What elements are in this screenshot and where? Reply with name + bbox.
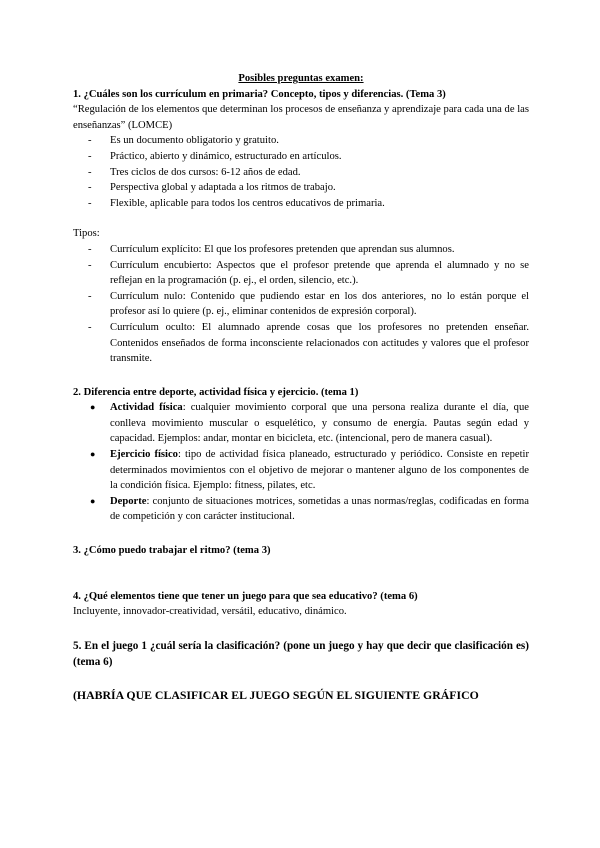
- dash-marker: -: [88, 259, 92, 271]
- question-1-types-list: [73, 242, 529, 367]
- dash-marker: -: [88, 290, 92, 302]
- list-item: ● Actividad física: cualquier movimiento corporal que una persona realiza durante el día, que conlleva movimiento muscular o esquelético, y consumo de energía. Pautas según edad y capacidad. Ejemplos: andar, montar en bicicleta, etc. (intencional, pero de manera casual).: [90, 402, 529, 445]
- question-1-definition: “Regulación de los elementos que determinan los procesos de enseñanza y aprendizaje para cada una de las enseñanzas” (LOMCE): [73, 104, 529, 131]
- question-1-heading: 1. ¿Cuáles son los currículum en primaria? Concepto, tipos y diferencias. (Tema 3): [73, 88, 446, 100]
- types-label: Tipos:: [73, 228, 100, 240]
- dash-marker: -: [88, 166, 92, 178]
- bullet-icon: ●: [90, 402, 96, 413]
- dash-marker: -: [88, 182, 92, 194]
- bullet-icon: ●: [90, 495, 96, 506]
- dash-marker: -: [88, 321, 92, 333]
- list-item: - Currículum explícito: El que los profesores pretenden que aprendan sus alumnos.: [73, 242, 529, 258]
- dash-marker: -: [88, 135, 92, 147]
- question-1-features-list: [73, 133, 529, 211]
- question-4-answer: Incluyente, innovador-creatividad, versátil, educativo, dinámico.: [73, 606, 347, 618]
- final-note: (HABRÍA QUE CLASIFICAR EL JUEGO SEGÚN EL SIGUIENTE GRÁFICO: [73, 687, 479, 702]
- question-3-heading: 3. ¿Cómo puedo trabajar el ritmo? (tema 3): [73, 545, 271, 557]
- list-item: - Currículum nulo: Contenido que pudiendo estar en los dos anteriores, no lo están porque el profesor así lo quiere (p. ej., eliminar contenidos de expresión corporal).: [88, 290, 529, 318]
- list-item: - Perspectiva global y adaptada a los ritmos de trabajo.: [73, 180, 529, 196]
- list-item: - Currículum oculto: El alumnado aprende cosas que los profesores no pretenden enseñar. Contenidos enseñados de forma inconsciente relacionados con actitudes y valores que el profesor transmite.: [88, 321, 529, 365]
- dash-marker: -: [88, 197, 92, 209]
- list-item: - Es un documento obligatorio y gratuito.: [73, 133, 529, 149]
- list-item: ● Ejercicio físico: tipo de actividad física planeado, estructurado y periódico. Consiste en repetir determinados movimientos con el objetivo de mejorar o mantener alguno de los componentes de la condición física. Ejemplo: fitness, pilates, etc.: [90, 449, 530, 492]
- list-item: ● Deporte: conjunto de situaciones motrices, sometidas a unas normas/reglas, codificadas en forma de competición y con carácter institucional.: [90, 495, 529, 523]
- list-item: - Práctico, abierto y dinámico, estructurado en artículos.: [73, 149, 529, 165]
- list-item: - Flexible, aplicable para todos los centros educativos de primaria.: [73, 196, 529, 212]
- question-5-heading: 5. En el juego 1 ¿cuál sería la clasificación? (pone un juego y hay que decir que clasificación es) (tema 6): [73, 639, 529, 668]
- dash-marker: -: [88, 150, 92, 162]
- question-2-list: [73, 400, 529, 525]
- document-page: [73, 71, 529, 703]
- page-title: Posibles preguntas examen:: [238, 73, 364, 84]
- list-item: - Tres ciclos de dos cursos: 6-12 años de edad.: [73, 165, 529, 181]
- question-2-heading: 2. Diferencia entre deporte, actividad física y ejercicio. (tema 1): [73, 386, 359, 398]
- list-item: - Currículum encubierto: Aspectos que el profesor pretende que aprenda el alumnado y no se reflejan en la programación (p. ej., el orden, silencio, etc.).: [88, 259, 529, 287]
- bullet-icon: ●: [90, 449, 96, 460]
- question-4-heading: 4. ¿Qué elementos tiene que tener un juego para que sea educativo? (tema 6): [73, 590, 418, 602]
- dash-marker: -: [88, 243, 92, 255]
